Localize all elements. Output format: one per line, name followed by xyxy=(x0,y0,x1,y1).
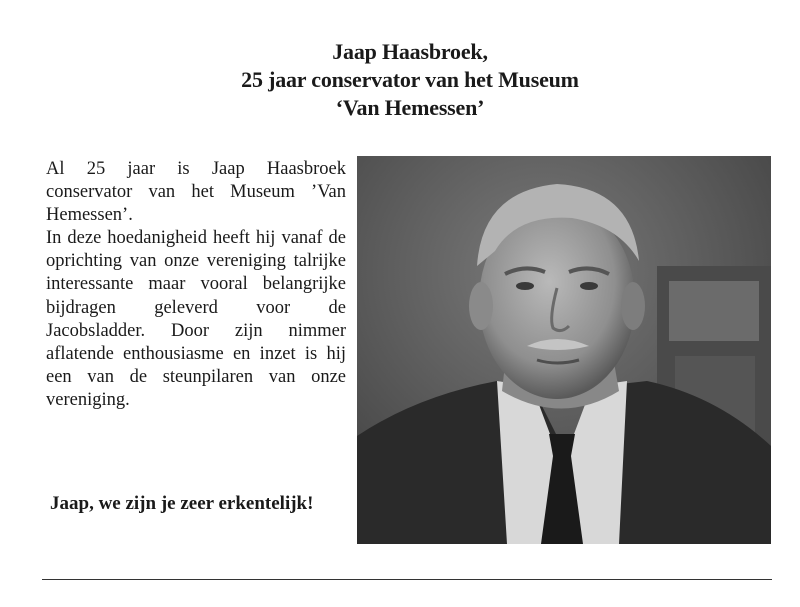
title-line-1: Jaap Haasbroek, xyxy=(332,39,488,64)
portrait-photo xyxy=(357,156,771,544)
portrait-illustration xyxy=(357,156,771,544)
body-paragraph-2: In deze hoedanigheid heeft hij vanaf de oprichting van onze vereniging talrijke interessante maar vooral belangrijke bijdragen geleverd voor de Jacobsladder. Door zijn nimmer aflatende enthousiasme en inzet is hij een van de steunpilaren van onze vereniging. xyxy=(46,228,346,410)
title-line-2: 25 jaar conservator van het Museum xyxy=(241,67,579,92)
article-title xyxy=(0,38,800,122)
title-line-3: ‘Van Hemessen’ xyxy=(335,95,485,120)
body-paragraph-1: Al 25 jaar is Jaap Haasbroek conservator van het Museum ’Van Hemessen’. xyxy=(46,159,346,226)
closing-line: Jaap, we zijn je zeer erkentelijk! xyxy=(50,493,314,514)
bottom-divider xyxy=(42,579,772,580)
article-body xyxy=(46,158,346,412)
